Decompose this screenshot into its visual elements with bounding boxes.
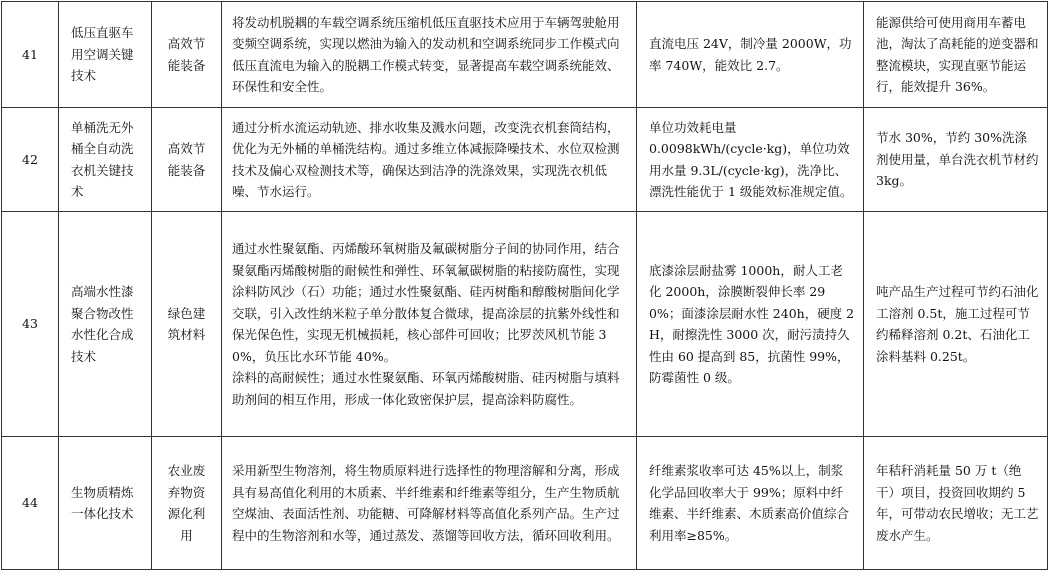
benefit-text: 吨产品生产过程可节约石油化工溶剂 0.5t，施工过程可节约稀释溶剂 0.2t、石油化工涂料基料 0.25t。 <box>876 284 1039 364</box>
performance-indicators <box>637 2 864 108</box>
row-number: 41 <box>2 2 59 108</box>
performance-text: 单位功效耗电量 0.0098kWh/(cycle·kg)，单位功效用水量 9.3L/(cycle·kg)，洗净比、漂洗性能优于 1 级能效标准规定值。 <box>649 119 853 199</box>
technology-table <box>1 1 1048 570</box>
description-text: 通过分析水流运动轨迹、排水收集及溅水问题，改变洗衣机套筒结构，优化为无外桶的单桶洗结构。通过多维立体减振降噪技术、水位双检测技术及偏心双检测技术等，确保达到洁净的洗涤效果，实现洗衣机低噪、节水运行。 <box>232 119 620 199</box>
performance-text: 纤维素浆收率可达 45%以上，制浆化学品回收率大于 99%；原料中纤维素、半纤维素、木质素高价值综合利用率≥85%。 <box>649 463 850 543</box>
description-text: 采用新型生物溶剂，将生物质原料进行选择性的物理溶解和分离，形成具有易高值化利用的木质素、半纤维素和纤维素等组分，生产生物质航空煤油、表面活性剂、功能糖、可降解材料等高值化系列产品。生产过程中的生物溶剂和水等，通过蒸发、蒸馏等回收方法，循环回收利用。 <box>232 463 620 543</box>
description-text: 将发动机脱耦的车载空调系统压缩机低压直驱技术应用于车辆驾驶舱用变频空调系统，实现以燃油为输入的发动机和空调系统同步工作模式向低压直流电为输入的脱耦工作模式转变，显著提高车载空调系统能效、环保性和安全性。 <box>232 14 620 94</box>
energy-benefit <box>864 108 1048 212</box>
benefit-text: 节水 30%，节约 30%洗涤剂使用量，单台洗衣机节材约 3kg。 <box>876 130 1039 189</box>
technology-category: 绿色建筑材料 <box>152 212 222 437</box>
row-number: 44 <box>2 437 59 570</box>
performance-indicators <box>637 212 864 437</box>
table-row <box>2 2 1048 108</box>
performance-text: 底漆涂层耐盐雾 1000h，耐人工老化 2000h，涂膜断裂伸长率 290%；面漆涂层耐水性 240h，硬度 2H，耐擦洗性 3000 次，耐污渍持久性由 60 提高到 85，抗菌性 99%，防霉菌性 0 级。 <box>649 262 855 385</box>
performance-text: 直流电压 24V，制冷量 2000W，功率 740W，能效比 2.7。 <box>649 36 852 73</box>
technology-description <box>222 108 637 212</box>
technology-description <box>222 212 637 437</box>
energy-benefit <box>864 2 1048 108</box>
description-text: 通过水性聚氨酯、丙烯酸环氧树脂及氟碳树脂分子间的协同作用，结合聚氨酯丙烯酸树脂的耐候性和弹性、环氧氟碳树脂的粘接防腐性，实现涂料防风沙（石）功能；通过水性聚氨酯、硅丙树酯和醇酸树脂间化学交联，引入改性纳米粒子单分散体复合微球，提高涂层的抗紫外线性和保光保色性，实现无机械损耗，核心部件可回收；比罗茨风机节能 30%，负压比水环节能 40%。 涂料的高耐候性；通过水性聚氨酯、环氧丙烯酸树脂、硅丙树脂与填料助剂间的相互作用，形成一体化致密保护层，提高涂料防腐性。 <box>232 241 620 407</box>
performance-indicators <box>637 437 864 570</box>
benefit-text: 能源供给可使用商用车蓄电池，淘汰了高耗能的逆变器和整流模块，实现直驱节能运行，能效提升 36%。 <box>876 14 1039 94</box>
technology-category: 农业废弃物资源化利用 <box>152 437 222 570</box>
row-number: 42 <box>2 108 59 212</box>
technology-name: 单桶洗无外桶全自动洗衣机关键技术 <box>59 108 152 212</box>
energy-benefit <box>864 212 1048 437</box>
technology-category: 高效节能装备 <box>152 2 222 108</box>
table-row <box>2 212 1048 437</box>
energy-benefit <box>864 437 1048 570</box>
technology-description <box>222 437 637 570</box>
table-row <box>2 108 1048 212</box>
technology-name: 生物质精炼一体化技术 <box>59 437 152 570</box>
performance-indicators <box>637 108 864 212</box>
table-row <box>2 437 1048 570</box>
technology-name: 高端水性漆聚合物改性水性化合成技术 <box>59 212 152 437</box>
technology-description <box>222 2 637 108</box>
benefit-text: 年秸秆消耗量 50 万 t（绝干）项目，投资回收期约 5 年，可带动农民增收；无工艺废水产生。 <box>876 463 1039 543</box>
row-number: 43 <box>2 212 59 437</box>
technology-category: 高效节能装备 <box>152 108 222 212</box>
technology-name: 低压直驱车用空调关键技术 <box>59 2 152 108</box>
